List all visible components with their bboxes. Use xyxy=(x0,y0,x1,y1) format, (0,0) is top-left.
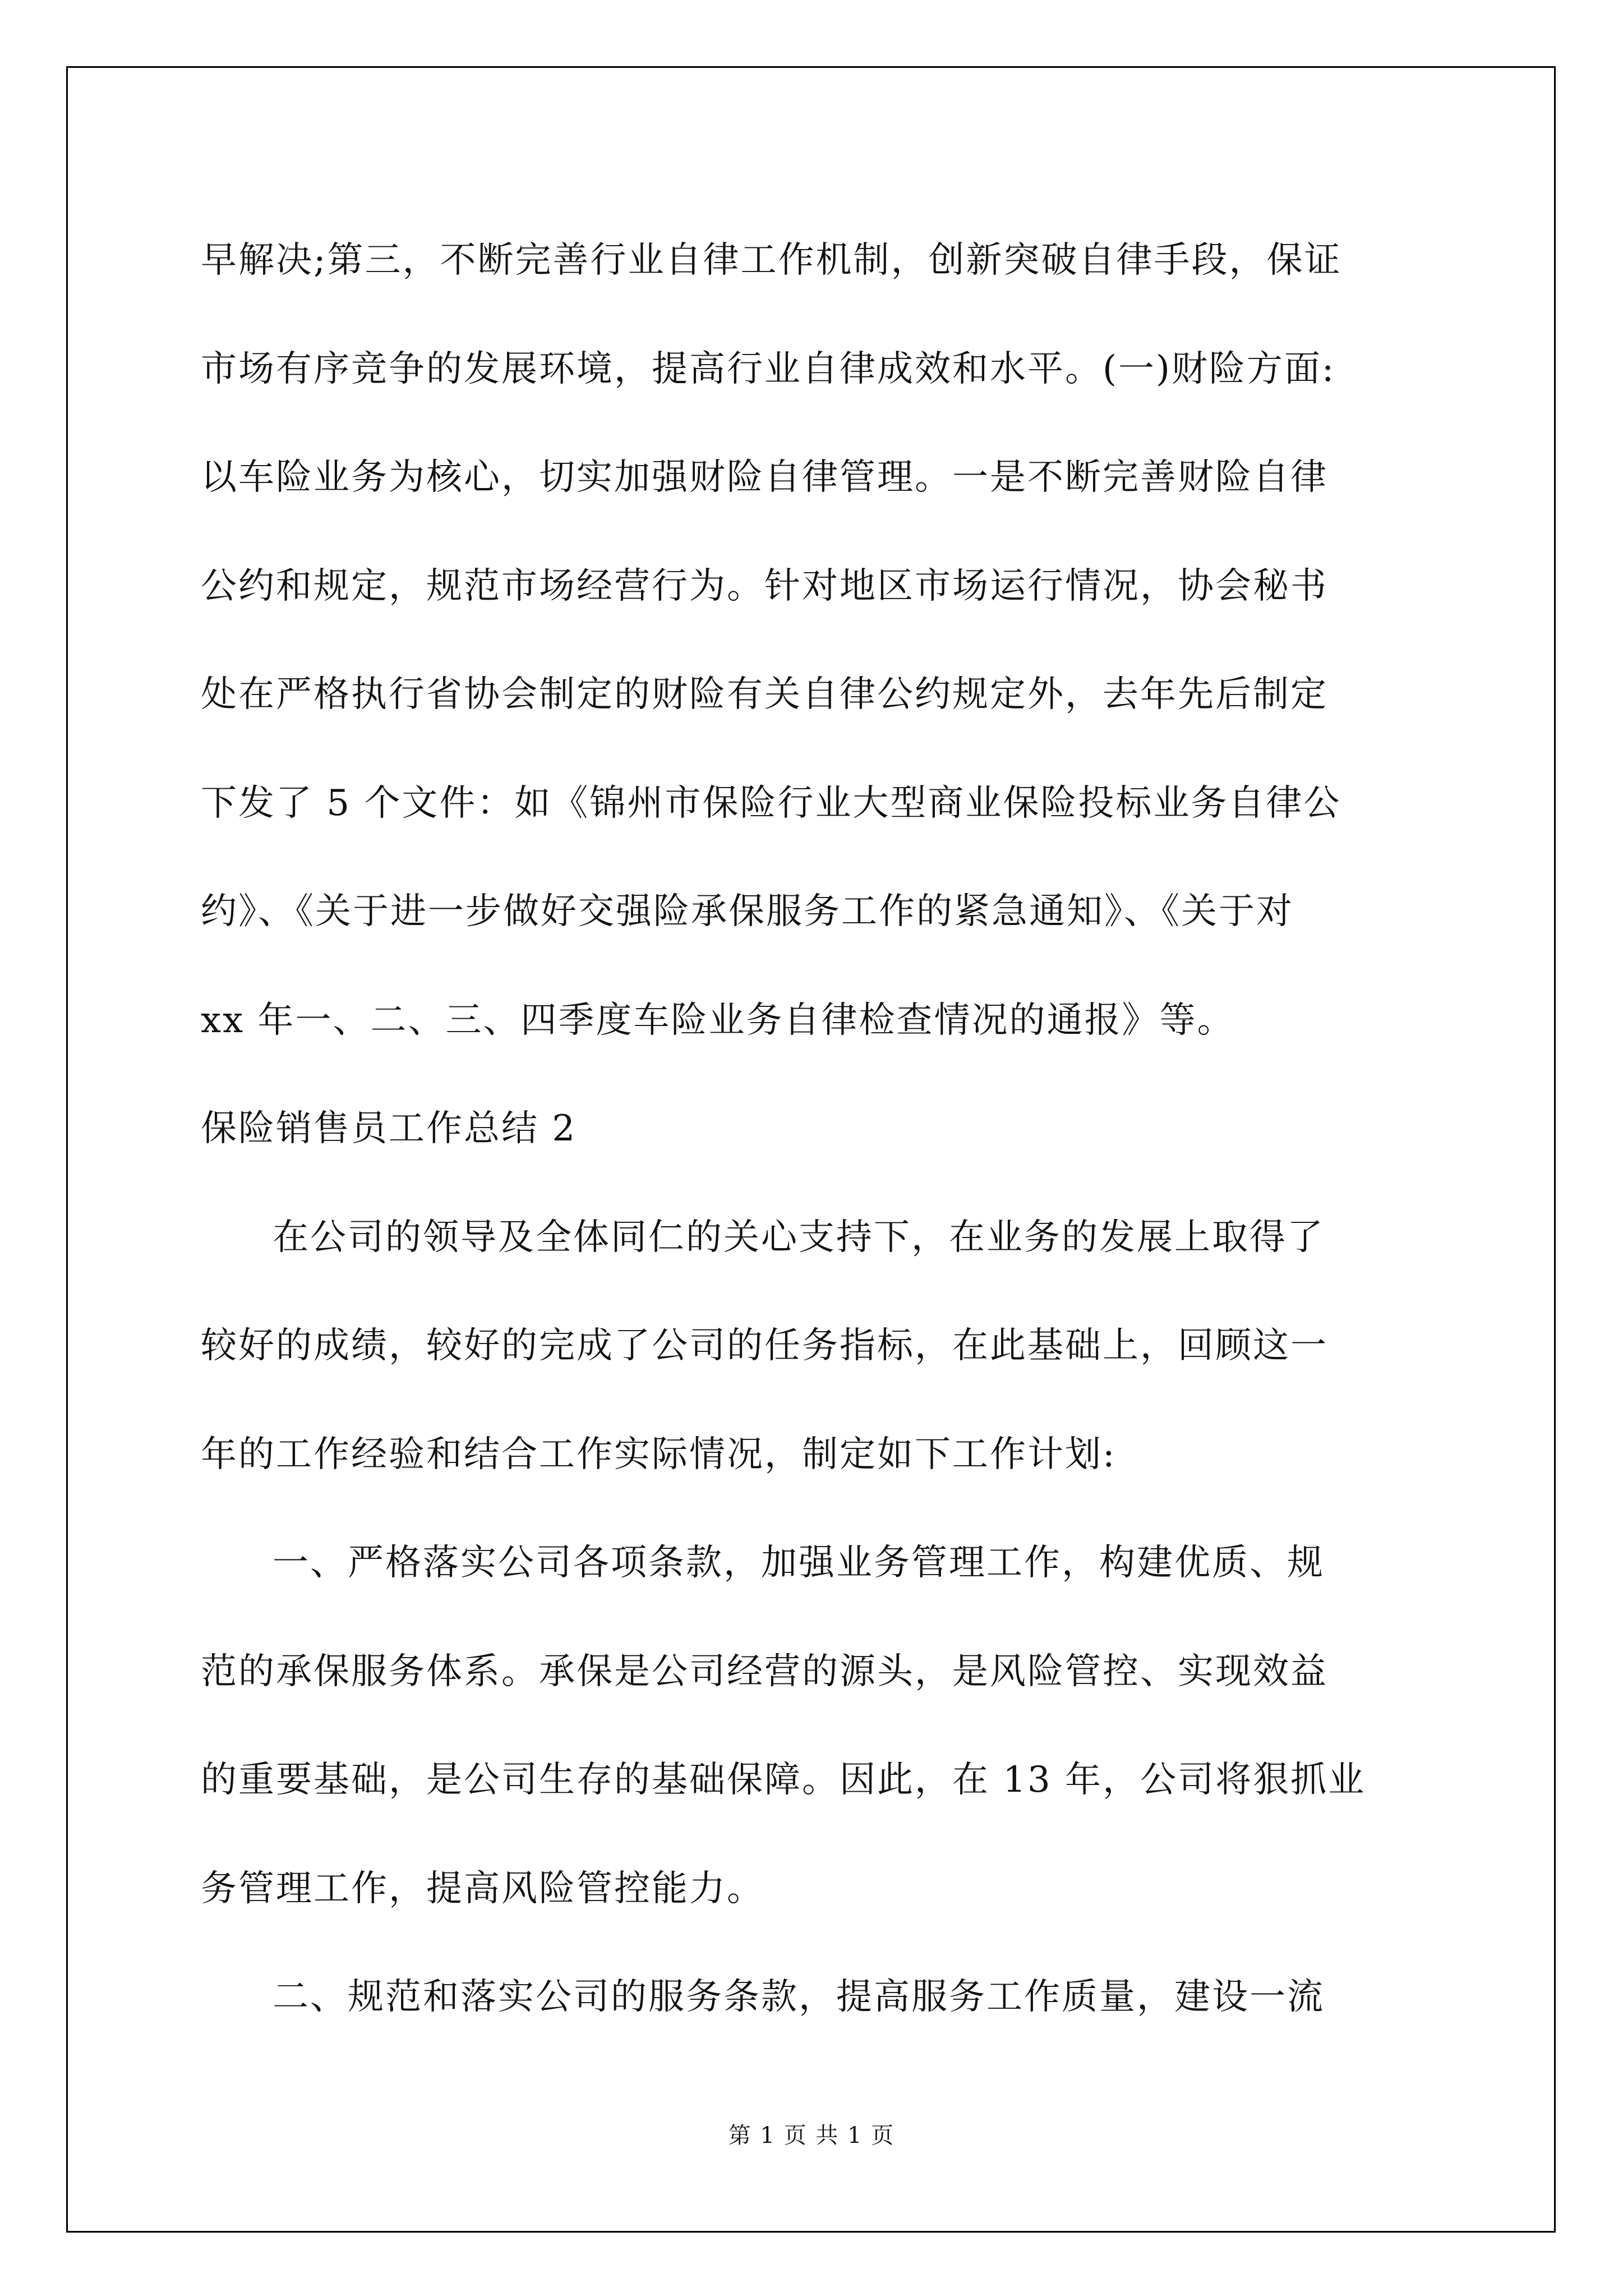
paragraph-5 xyxy=(201,1943,1435,2052)
text-line: 范的承保服务体系。承保是公司经营的源头，是风险管控、实现效益 xyxy=(201,1650,1328,1692)
text-line: 在公司的领导及全体同仁的关心支持下，在业务的发展上取得了 xyxy=(273,1216,1325,1258)
paragraph-1 xyxy=(201,206,1435,1075)
text-line: 年的工作经验和结合工作实际情况，制定如下工作计划: xyxy=(201,1433,1117,1475)
text-line: 处在严格执行省协会制定的财险有关自律公约规定外，去年先后制定 xyxy=(201,674,1328,715)
paragraph-3 xyxy=(201,1184,1435,1510)
text-line: 一、严格落实公司各项条款，加强业务管理工作，构建优质、规 xyxy=(273,1542,1325,1584)
text-line: 的重要基础，是公司生存的基础保障。因此，在 13 年，公司将狠抓业 xyxy=(201,1759,1366,1801)
text-line: 务管理工作，提高风险管控能力。 xyxy=(201,1867,764,1910)
text-line: 早解决;第三，不断完善行业自律工作机制，创新突破自律手段，保证 xyxy=(201,240,1342,281)
text-line: 以车险业务为核心，切实加强财险自律管理。一是不断完善财险自律 xyxy=(201,457,1328,498)
document-body xyxy=(201,206,1435,2052)
text-line: 市场有序竞争的发展环境，提高行业自律成效和水平。(一)财险方面: xyxy=(201,348,1336,390)
text-line: 保险销售员工作总结 2 xyxy=(201,1108,577,1149)
section-heading xyxy=(201,1075,1435,1184)
text-line: 二、规范和落实公司的服务条款，提高服务工作质量，建设一流 xyxy=(273,1976,1325,2018)
text-line: 公约和规定，规范市场经营行为。针对地区市场运行情况，协会秘书 xyxy=(201,565,1328,607)
text-line: 较好的成绩，较好的完成了公司的任务指标，在此基础上，回顾这一 xyxy=(201,1325,1328,1366)
text-line: 约》、《关于进一步做好交强险承保服务工作的紧急通知》、《关于对 xyxy=(201,891,1294,932)
text-line: xx 年一、二、三、四季度车险业务自律检查情况的通报》等。 xyxy=(201,999,1235,1041)
page-number-footer: 第 1 页 共 1 页 xyxy=(728,2123,895,2148)
paragraph-4 xyxy=(201,1509,1435,1943)
text-line: 下发了 5 个文件：如《锦州市保险行业大型商业保险投标业务自律公 xyxy=(201,782,1341,824)
